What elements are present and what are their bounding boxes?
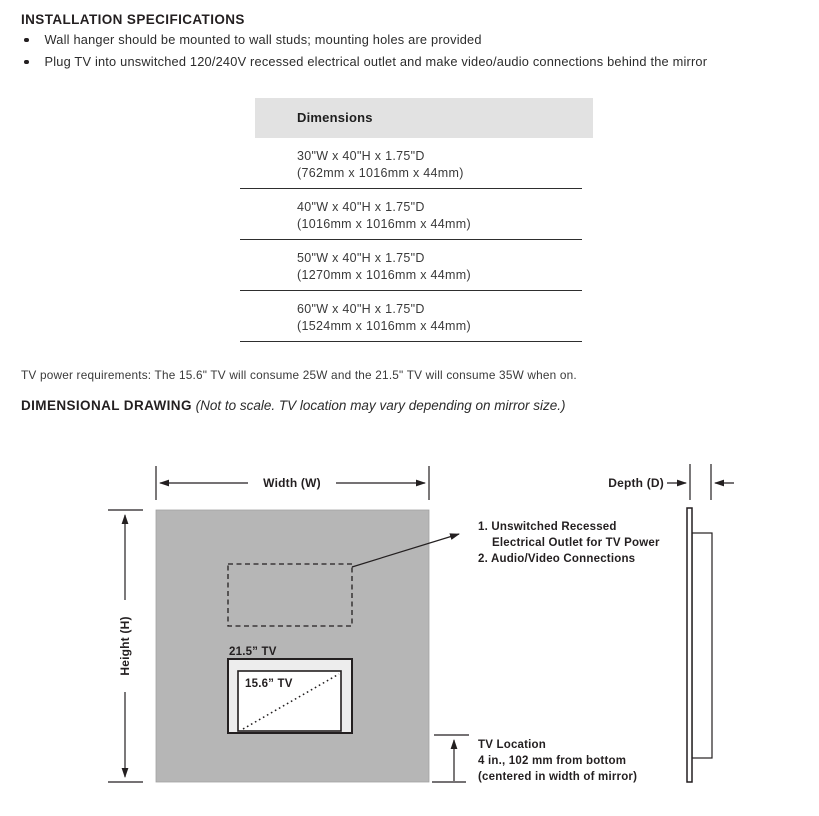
tv-location-text-line-1: TV Location: [478, 739, 547, 751]
dimension-inches: 40"W x 40"H x 1.75"D: [297, 200, 425, 214]
dimension-inches: 60"W x 40"H x 1.75"D: [297, 302, 425, 316]
drawing-heading: [21, 398, 566, 413]
drawing-heading-text: DIMENSIONAL DRAWING: [21, 398, 192, 413]
tv-location-text-line-2: 4 in., 102 mm from bottom: [478, 755, 627, 767]
dimensions-table-header: Dimensions: [255, 98, 593, 138]
dimension-metric: (1016mm x 1016mm x 44mm): [297, 216, 471, 231]
height-dimension-label: Height (H): [118, 616, 132, 676]
page-title: INSTALLATION SPECIFICATIONS: [21, 12, 245, 27]
dimension-metric: (1270mm x 1016mm x 44mm): [297, 267, 471, 282]
power-note: TV power requirements: The 15.6" TV will consume 25W and the 21.5" TV will consume 35W when on.: [21, 368, 577, 382]
depth-dimension-label: Depth (D): [608, 476, 664, 490]
mirror-side-view-panel: [687, 508, 692, 782]
callout-text-line-2: Electrical Outlet for TV Power: [492, 537, 660, 549]
bullet-dot-icon: [24, 60, 29, 65]
bullet-item: [21, 54, 707, 69]
table-row: [240, 138, 582, 189]
dimensional-diagram: [0, 455, 819, 816]
table-row: [240, 189, 582, 240]
table-row: [240, 291, 582, 342]
side-view-tv-box: [692, 533, 712, 758]
dimension-metric: (762mm x 1016mm x 44mm): [297, 165, 464, 180]
callout-text-line-3: 2. Audio/Video Connections: [478, 553, 636, 565]
height-dimension: [108, 510, 143, 782]
table-row: [240, 240, 582, 291]
bullet-dot-icon: [24, 38, 29, 43]
bullet-text: Plug TV into unswitched 120/240V recessed electrical outlet and make video/audio connections behind the mirror: [44, 54, 708, 69]
bullet-text: Wall hanger should be mounted to wall studs; mounting holes are provided: [44, 32, 482, 47]
depth-dimension: [608, 464, 734, 500]
width-dimension: [156, 466, 429, 500]
callout-text-line-1: 1. Unswitched Recessed: [478, 521, 617, 533]
dimension-inches: 50"W x 40"H x 1.75"D: [297, 251, 425, 265]
dimensions-table: [240, 98, 593, 342]
drawing-heading-note: (Not to scale. TV location may vary depending on mirror size.): [195, 398, 566, 413]
dimension-metric: (1524mm x 1016mm x 44mm): [297, 318, 471, 333]
tv-location-dimension: [432, 735, 469, 782]
tv-location-text-line-3: (centered in width of mirror): [478, 771, 638, 783]
dimension-inches: 30"W x 40"H x 1.75"D: [297, 149, 425, 163]
tv-15-label: 15.6” TV: [245, 678, 293, 690]
bullet-item: [21, 32, 707, 47]
width-dimension-label: Width (W): [263, 476, 321, 490]
tv-21-label: 21.5” TV: [229, 646, 277, 658]
spec-bullet-list: [21, 32, 707, 76]
mirror-front-view: [156, 510, 429, 782]
